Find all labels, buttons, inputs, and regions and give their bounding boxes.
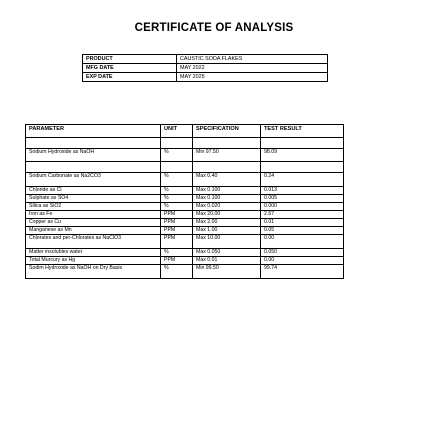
table-row [26, 227, 344, 235]
product-info-table [82, 54, 328, 82]
cell-specification: Max 0.01 [193, 257, 261, 265]
table-row [26, 219, 344, 227]
header-specification: SPECIFICATION [193, 125, 261, 138]
cell-parameter: Total Murcury as Hg [26, 257, 161, 265]
cell-parameter: Matter insolubles water [26, 249, 161, 257]
cell-result: 0.05 [261, 227, 344, 235]
cell-unit: % [161, 203, 193, 211]
analysis-table [25, 124, 344, 279]
cell-specification: Max 0.100 [193, 195, 261, 203]
table-row [26, 235, 344, 249]
cell-unit: % [161, 187, 193, 195]
product-info-row [83, 55, 328, 64]
cell-specification: Max 0.020 [193, 203, 261, 211]
table-row [26, 265, 344, 279]
mfg-date-value: MAY 2022 [177, 64, 328, 73]
product-value: CAUSTIC SODA FLAKES [177, 55, 328, 64]
header-test-result: TEST RESULT [261, 125, 344, 138]
header-unit: UNIT [161, 125, 193, 138]
cell-specification: Max 0.050 [193, 249, 261, 257]
cell-specification: Min 99.50 [193, 265, 261, 279]
table-row [26, 187, 344, 195]
cell-unit: PPM [161, 227, 193, 235]
cell-specification: Max 10.00 [193, 235, 261, 249]
cell-specification: Max 20.00 [193, 211, 261, 219]
cell-parameter: Sodium Hydroxide as NaOH [26, 149, 161, 162]
cell-unit: % [161, 149, 193, 162]
cell-specification: Max 2.00 [193, 219, 261, 227]
cell-unit: PPM [161, 219, 193, 227]
cell-specification: Max 0.100 [193, 187, 261, 195]
cell-parameter: Copper as Cu [26, 219, 161, 227]
cell-result: 0.00 [261, 235, 344, 249]
table-row [26, 211, 344, 219]
exp-date-label: EXP DATE [83, 73, 177, 82]
header-parameter: PARAMETER [26, 125, 161, 138]
cell-result: 99.74 [261, 265, 344, 279]
cell-parameter: Manganese as Mn [26, 227, 161, 235]
table-row [26, 257, 344, 265]
spacer-row [26, 138, 344, 149]
table-row [26, 149, 344, 162]
cell-result: 98.09 [261, 149, 344, 162]
cell-result: 0.000 [261, 203, 344, 211]
exp-date-value: MAY 2025 [177, 73, 328, 82]
cell-specification: Max 0.40 [193, 173, 261, 187]
cell-unit: % [161, 249, 193, 257]
cell-parameter: Sodium Carbonate as Na2CO3 [26, 173, 161, 187]
cell-parameter: Sulphate as SO4 [26, 195, 161, 203]
cell-unit: % [161, 195, 193, 203]
cell-parameter: Chlorates and per-Chlorates as NaClO3 [26, 235, 161, 249]
mfg-date-label: MFG DATE [83, 64, 177, 73]
cell-specification: Min 97.50 [193, 149, 261, 162]
cell-parameter: Silica as SiO2 [26, 203, 161, 211]
document-title: CERTIFICATE OF ANALYSIS [134, 22, 294, 34]
cell-result: 0.005 [261, 195, 344, 203]
cell-unit: PPM [161, 257, 193, 265]
cell-result: 0.013 [261, 187, 344, 195]
product-info-row [83, 64, 328, 73]
table-row [26, 249, 344, 257]
table-row [26, 195, 344, 203]
product-label: PRODUCT [83, 55, 177, 64]
cell-result: 0.050 [261, 249, 344, 257]
cell-unit: PPM [161, 211, 193, 219]
cell-result: 0.24 [261, 173, 344, 187]
cell-result: 2.67 [261, 211, 344, 219]
spacer-row [26, 162, 344, 173]
cell-specification: Max 1.00 [193, 227, 261, 235]
table-row [26, 173, 344, 187]
cell-parameter: Chloride as Cl [26, 187, 161, 195]
cell-parameter: Sodim Hydroxide as NaOH on Dry Basis [26, 265, 161, 279]
cell-parameter: Iron as Fe [26, 211, 161, 219]
analysis-header-row [26, 125, 344, 138]
cell-unit: PPM [161, 235, 193, 249]
cell-result: 0.01 [261, 219, 344, 227]
table-row [26, 203, 344, 211]
cell-unit: % [161, 265, 193, 279]
cell-unit: % [161, 173, 193, 187]
cell-result: 0.00 [261, 257, 344, 265]
product-info-row [83, 73, 328, 82]
